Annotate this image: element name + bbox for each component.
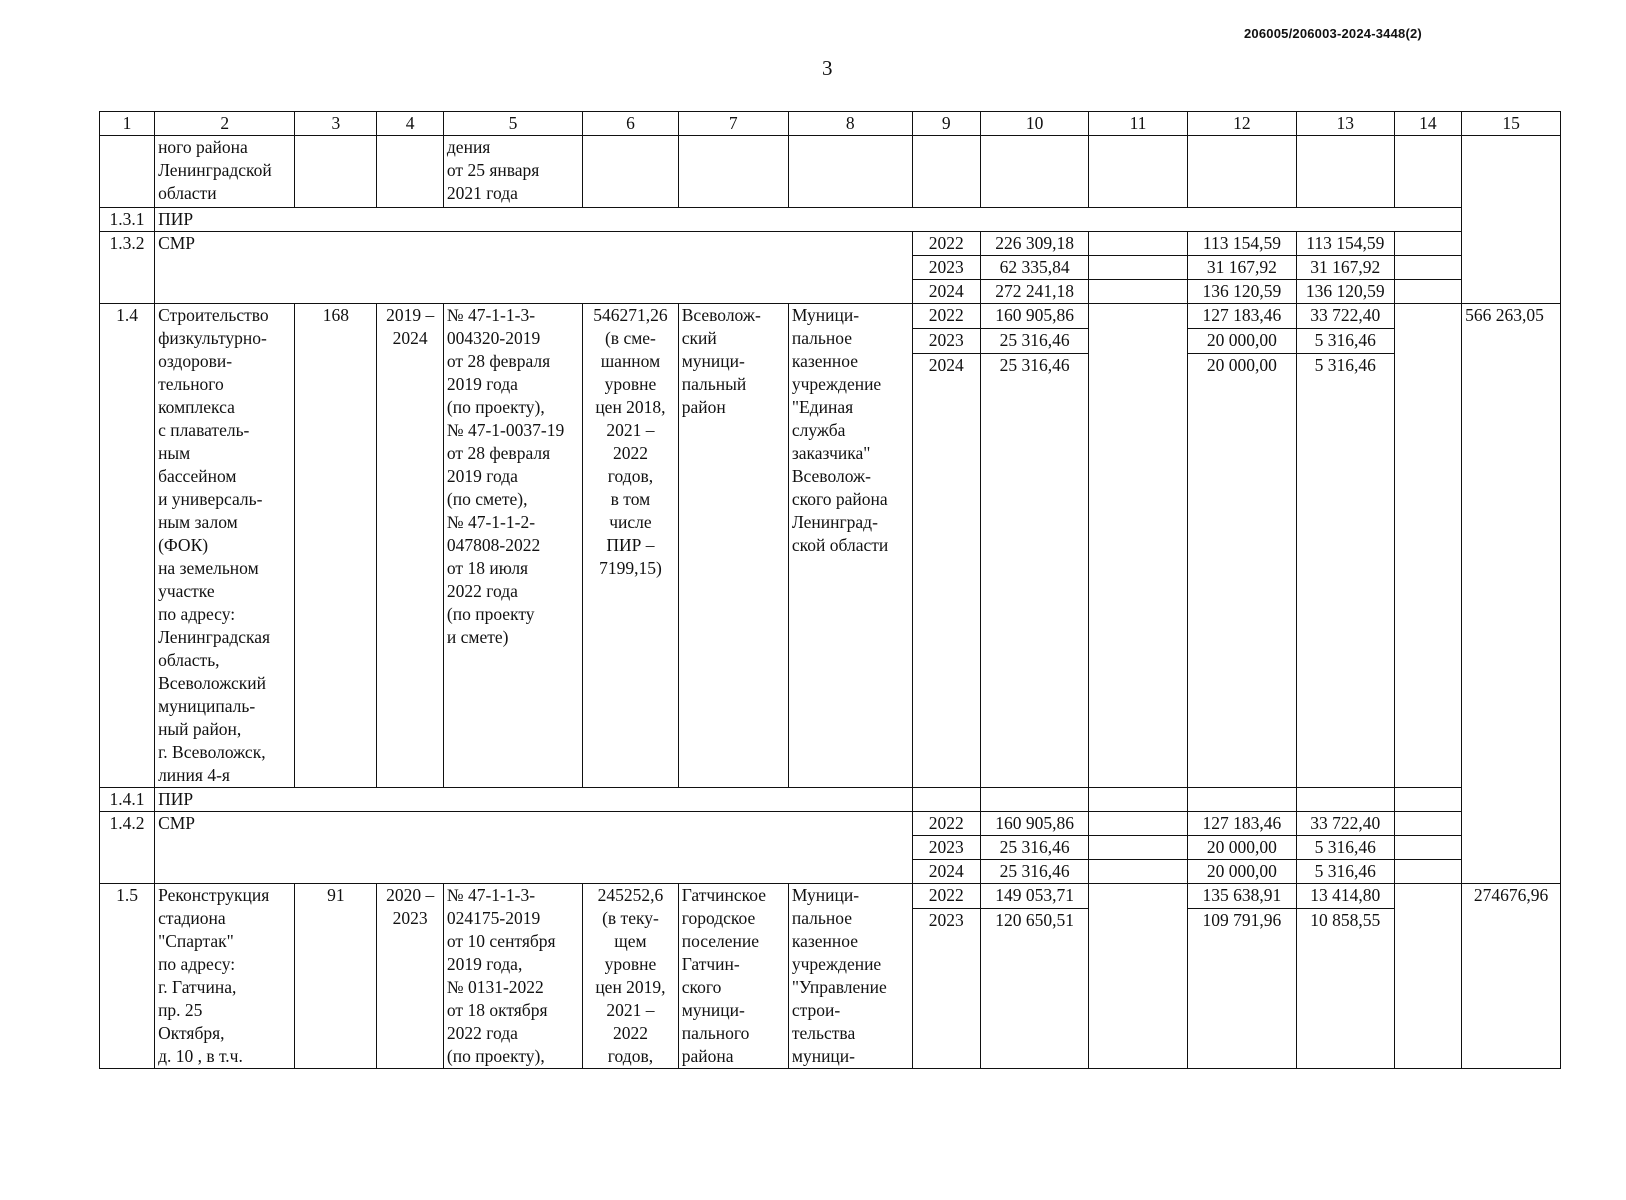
total-amount: 226 309,18 bbox=[981, 232, 1089, 256]
table-row bbox=[100, 812, 1561, 836]
table-header-row bbox=[100, 112, 1561, 136]
table-row bbox=[100, 280, 1561, 304]
year: 2022 bbox=[912, 812, 981, 836]
year: 2023 bbox=[912, 836, 981, 860]
row-label: СМР bbox=[155, 232, 912, 256]
amount-col13: 5 316,46 bbox=[1296, 836, 1394, 860]
cell bbox=[1394, 836, 1462, 860]
capacity: 168 bbox=[295, 304, 377, 788]
year: 2023 bbox=[912, 328, 981, 353]
cell bbox=[981, 136, 1089, 208]
budget-table bbox=[99, 111, 1561, 1069]
year: 2022 bbox=[912, 232, 981, 256]
amount-col12: 20 000,00 bbox=[1187, 860, 1296, 884]
object-name: Строительство физкультурно- оздорови- тельного комплекса с плаватель- ным бассейном и универсаль- ным залом (ФОК) на земельном участке по адресу: Ленинградская область, Всеволожский муниципаль- ный район, г. Всеволожск, линия 4-я bbox=[155, 304, 295, 788]
cell bbox=[1394, 860, 1462, 884]
cell bbox=[100, 860, 155, 884]
cell bbox=[1462, 788, 1561, 812]
cell bbox=[1089, 304, 1188, 788]
cell bbox=[1462, 860, 1561, 884]
column-header: 9 bbox=[912, 112, 981, 136]
amount-col12: 31 167,92 bbox=[1187, 256, 1296, 280]
cell bbox=[1089, 232, 1188, 256]
cell bbox=[1089, 788, 1188, 812]
row-label: ПИР bbox=[155, 788, 912, 812]
total-amount: 25 316,46 bbox=[981, 836, 1089, 860]
approval-document: № 47-1-1-3- 004320-2019 от 28 февраля 2019 года (по проекту), № 47-1-0037-19 от 28 февраля 2019 года (по смете), № 47-1-1-2- 047808-2022 от 18 июля 2022 года (по проекту и смете) bbox=[443, 304, 582, 788]
cell bbox=[788, 136, 912, 208]
cell bbox=[1089, 836, 1188, 860]
total-amount: 25 316,46 bbox=[981, 860, 1089, 884]
row-number: 1.3.2 bbox=[100, 232, 155, 256]
total-amount: 160 905,86 bbox=[981, 812, 1089, 836]
row-number: 1.4 bbox=[100, 304, 155, 788]
amount-col13: 136 120,59 bbox=[1296, 280, 1394, 304]
total-amount: 25 316,46 bbox=[981, 353, 1089, 787]
table-row bbox=[100, 304, 1561, 329]
amount-col13: 33 722,40 bbox=[1296, 812, 1394, 836]
row-number: 1.3.1 bbox=[100, 208, 155, 232]
cell bbox=[678, 136, 788, 208]
construction-period: 2020 – 2023 bbox=[377, 884, 444, 1069]
approval-document: № 47-1-1-3- 024175-2019 от 10 сентября 2019 года, № 0131-2022 от 18 октября 2022 года (по проекту), bbox=[443, 884, 582, 1069]
total-amount: 120 650,51 bbox=[981, 908, 1089, 1068]
table-row bbox=[100, 836, 1561, 860]
cell bbox=[295, 136, 377, 208]
cell bbox=[1394, 256, 1462, 280]
cell bbox=[1394, 280, 1462, 304]
column-header: 8 bbox=[788, 112, 912, 136]
cell bbox=[1089, 256, 1188, 280]
cell bbox=[1394, 232, 1462, 256]
table-row bbox=[100, 256, 1561, 280]
table-row-continued bbox=[100, 136, 1561, 208]
cell bbox=[912, 136, 981, 208]
cell bbox=[1296, 788, 1394, 812]
row-number: 1.4.1 bbox=[100, 788, 155, 812]
cell bbox=[155, 836, 912, 860]
amount-col13: 5 316,46 bbox=[1296, 860, 1394, 884]
customer: Муници- пальное казенное учреждение "Единая служба заказчика" Всеволож- ского района Ленинград- ской области bbox=[788, 304, 912, 788]
amount-col13: 5 316,46 bbox=[1296, 353, 1394, 787]
cell bbox=[1462, 256, 1561, 280]
cell bbox=[100, 256, 155, 280]
amount-col12: 20 000,00 bbox=[1187, 353, 1296, 787]
cell bbox=[1089, 812, 1188, 836]
cell bbox=[1462, 812, 1561, 836]
amount-col12: 109 791,96 bbox=[1187, 908, 1296, 1068]
cell bbox=[155, 860, 912, 884]
cell bbox=[1394, 304, 1462, 788]
year: 2022 bbox=[912, 884, 981, 909]
column-header: 14 bbox=[1394, 112, 1462, 136]
column-header: 1 bbox=[100, 112, 155, 136]
column-header: 13 bbox=[1296, 112, 1394, 136]
cell bbox=[1296, 136, 1394, 208]
amount-col12: 135 638,91 bbox=[1187, 884, 1296, 909]
estimated-cost: 245252,6 (в теку- щем уровне цен 2019, 2021 – 2022 годов, bbox=[583, 884, 679, 1069]
cell bbox=[100, 836, 155, 860]
row-number: 1.5 bbox=[100, 884, 155, 1069]
cell bbox=[1394, 884, 1462, 1069]
cell bbox=[1394, 136, 1462, 208]
amount-col12: 127 183,46 bbox=[1187, 812, 1296, 836]
total-amount: 62 335,84 bbox=[981, 256, 1089, 280]
municipality: Всеволож- ский муници- пальный район bbox=[678, 304, 788, 788]
object-name: Реконструкция стадиона "Спартак" по адресу: г. Гатчина, пр. 25 Октября, д. 10 , в т.ч. bbox=[155, 884, 295, 1069]
municipality: Гатчинское городское поселение Гатчин- ского муници- пального района bbox=[678, 884, 788, 1069]
amount-col13: 33 722,40 bbox=[1296, 304, 1394, 329]
cell bbox=[155, 256, 912, 280]
cell bbox=[1089, 280, 1188, 304]
cell bbox=[1089, 884, 1188, 1069]
total-amount: 149 053,71 bbox=[981, 884, 1089, 909]
column-header: 3 bbox=[295, 112, 377, 136]
table-row bbox=[100, 884, 1561, 909]
year: 2024 bbox=[912, 280, 981, 304]
year: 2024 bbox=[912, 860, 981, 884]
amount-col13: 5 316,46 bbox=[1296, 328, 1394, 353]
row-number bbox=[100, 136, 155, 208]
table-row bbox=[100, 208, 1561, 232]
cell bbox=[981, 788, 1089, 812]
cell bbox=[377, 136, 444, 208]
cell bbox=[155, 280, 912, 304]
approval-document: дения от 25 января 2021 года bbox=[443, 136, 582, 208]
year: 2023 bbox=[912, 908, 981, 1068]
column-header: 7 bbox=[678, 112, 788, 136]
cell bbox=[1187, 788, 1296, 812]
cell bbox=[1462, 232, 1561, 256]
row-number: 1.4.2 bbox=[100, 812, 155, 836]
amount-col12: 20 000,00 bbox=[1187, 328, 1296, 353]
cell bbox=[1187, 136, 1296, 208]
column-header: 10 bbox=[981, 112, 1089, 136]
column-header: 11 bbox=[1089, 112, 1188, 136]
total-cost-col15: 566 263,05 bbox=[1462, 304, 1561, 788]
cell bbox=[1462, 280, 1561, 304]
table-row bbox=[100, 860, 1561, 884]
amount-col13: 113 154,59 bbox=[1296, 232, 1394, 256]
total-cost-col15: 274676,96 bbox=[1462, 884, 1561, 1069]
estimated-cost: 546271,26 (в сме- шанном уровне цен 2018, 2021 – 2022 годов, в том числе ПИР – 7199,15) bbox=[583, 304, 679, 788]
capacity: 91 bbox=[295, 884, 377, 1069]
column-header: 5 bbox=[443, 112, 582, 136]
row-label: ПИР bbox=[155, 208, 1462, 232]
amount-col12: 20 000,00 bbox=[1187, 836, 1296, 860]
amount-col13: 10 858,55 bbox=[1296, 908, 1394, 1068]
amount-col13: 31 167,92 bbox=[1296, 256, 1394, 280]
cell bbox=[1462, 208, 1561, 232]
total-amount: 160 905,86 bbox=[981, 304, 1089, 329]
table-row bbox=[100, 788, 1561, 812]
cell bbox=[583, 136, 679, 208]
cell bbox=[1462, 136, 1561, 208]
cell bbox=[912, 788, 981, 812]
page-number: 3 bbox=[822, 56, 833, 80]
amount-col12: 127 183,46 bbox=[1187, 304, 1296, 329]
total-amount: 25 316,46 bbox=[981, 328, 1089, 353]
cell bbox=[100, 280, 155, 304]
cell bbox=[1462, 836, 1561, 860]
table-row bbox=[100, 232, 1561, 256]
cell bbox=[1089, 860, 1188, 884]
construction-period: 2019 – 2024 bbox=[377, 304, 444, 788]
cell bbox=[1394, 812, 1462, 836]
column-header: 4 bbox=[377, 112, 444, 136]
column-header: 15 bbox=[1462, 112, 1561, 136]
year: 2024 bbox=[912, 353, 981, 787]
object-name: ного района Ленинградской области bbox=[155, 136, 295, 208]
cell bbox=[1394, 788, 1462, 812]
total-amount: 272 241,18 bbox=[981, 280, 1089, 304]
amount-col13: 13 414,80 bbox=[1296, 884, 1394, 909]
customer: Муници- пальное казенное учреждение "Управление строи- тельства муници- bbox=[788, 884, 912, 1069]
year: 2023 bbox=[912, 256, 981, 280]
row-label: СМР bbox=[155, 812, 912, 836]
amount-col12: 136 120,59 bbox=[1187, 280, 1296, 304]
column-header: 2 bbox=[155, 112, 295, 136]
cell bbox=[1089, 136, 1188, 208]
amount-col12: 113 154,59 bbox=[1187, 232, 1296, 256]
column-header: 12 bbox=[1187, 112, 1296, 136]
column-header: 6 bbox=[583, 112, 679, 136]
document-id: 206005/206003-2024-3448(2) bbox=[1244, 26, 1422, 41]
year: 2022 bbox=[912, 304, 981, 329]
